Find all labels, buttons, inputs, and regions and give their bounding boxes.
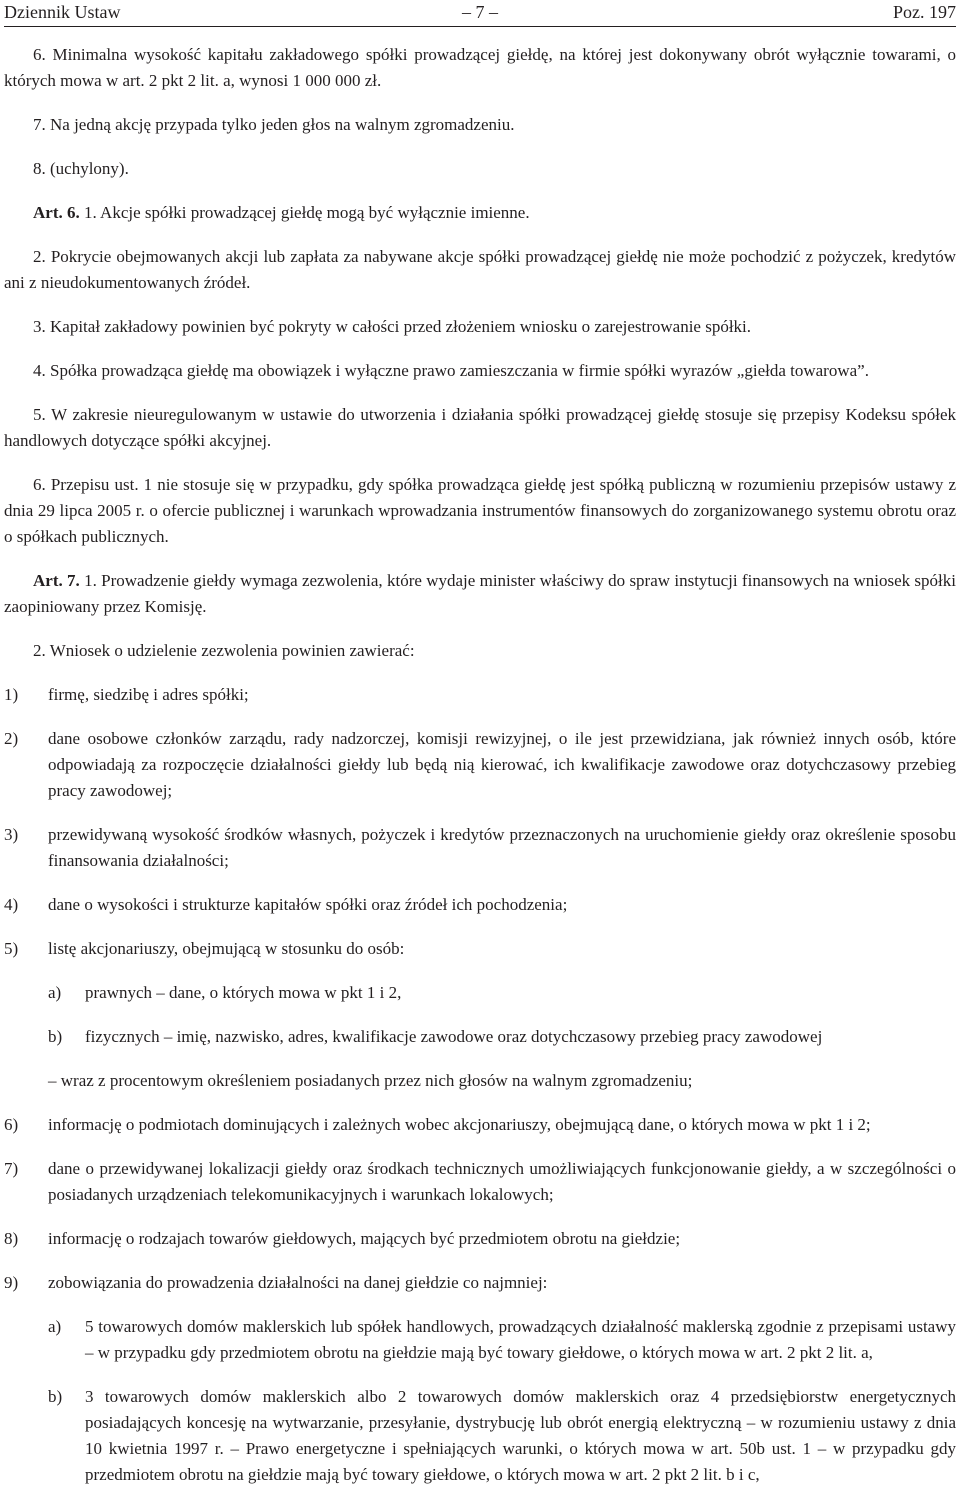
sub-list-item-text: 3 towarowych domów maklerskich albo 2 towarowych domów maklerskich oraz 4 przedsiębiorstw energetycznych posiadających koncesję na wytwarzanie, przesyłanie, dystrybucję lub obrót energią elektryczną – w rozumieniu ustawy z dnia 10 kwietnia 1997 r. – Prawo energetyczne i spełniających warunki, o których mowa w art. 50b ust. 1 – w przypadku gdy przedmiotem obrotu na giełdzie mają być towary giełdowe, o których mowa w art. 2 pkt 2 lit. b i c, xyxy=(85,1387,956,1484)
list-item-number: 4) xyxy=(4,895,19,914)
list-item-text: zobowiązania do prowadzenia działalności na danej giełdzie co najmniej: xyxy=(48,1273,548,1292)
article-6-paragraph-1-text: 1. Akcje spółki prowadzącej giełdę mogą być wyłącznie imienne. xyxy=(79,203,530,222)
page-header xyxy=(4,0,956,27)
sub-list-item xyxy=(4,1024,956,1050)
list-item-text: dane o przewidywanej lokalizacji giełdy oraz środkach technicznych umożliwiających funkcjonowanie giełdy, a w szczególności o posiadanych urządzeniach telekomunikacyjnych i warunkach lokalowych; xyxy=(48,1159,956,1204)
list-item xyxy=(4,892,956,918)
article-7-paragraph-1-text: 1. Prowadzenie giełdy wymaga zezwolenia, które wydaje minister właściwy do spraw instytucji finansowych na wniosek spółki zaopiniowany przez Komisję. xyxy=(4,571,956,616)
list-item-number: 6) xyxy=(4,1115,19,1134)
list-item-number: 3) xyxy=(4,825,19,844)
list-item-text: przewidywaną wysokość środków własnych, pożyczek i kredytów przeznaczonych na uruchomienie giełdy oraz określenie sposobu finansowania działalności; xyxy=(48,825,956,870)
list-item xyxy=(4,822,956,874)
article-7-label: Art. 7. xyxy=(33,571,80,590)
list-item xyxy=(4,936,956,962)
article-6-paragraph-6: 6. Przepisu ust. 1 nie stosuje się w przypadku, gdy spółka prowadząca giełdę jest spółką publiczną w rozumieniu przepisów ustawy z dnia 29 lipca 2005 r. o ofercie publicznej i warunkach wprowadzania instrumentów finansowych do zorganizowanego systemu obrotu oraz o spółkach publicznych. xyxy=(4,475,956,546)
list-item-text: informację o podmiotach dominujących i zależnych wobec akcjonariuszy, obejmującą dane, o których mowa w pkt 1 i 2; xyxy=(48,1115,871,1134)
article-6-paragraph-2: 2. Pokrycie obejmowanych akcji lub zapłata za nabywane akcje spółki prowadzącej giełdę nie może pochodzić z pożyczek, kredytów ani z nieudokumentowanych źródeł. xyxy=(4,247,956,292)
list-item-number: 2) xyxy=(4,729,19,748)
article-6-paragraph-5: 5. W zakresie nieuregulowanym w ustawie do utworzenia i działania spółki prowadzącej giełdę stosuje się przepisy Kodeksu spółek handlowych dotyczące spółki akcyjnej. xyxy=(4,405,956,450)
position-number: Poz. 197 xyxy=(893,2,956,22)
list-item-number: 1) xyxy=(4,685,19,704)
list-item xyxy=(4,1270,956,1296)
article-6-label: Art. 6. xyxy=(33,203,80,222)
list-item xyxy=(4,1112,956,1138)
page-number: – 7 – xyxy=(462,2,498,22)
list-item-number: 8) xyxy=(4,1229,19,1248)
paragraph-6: 6. Minimalna wysokość kapitału zakładowego spółki prowadzącej giełdę, na której jest dokonywany obrót wyłącznie towarami, o których mowa w art. 2 pkt 2 lit. a, wynosi 1 000 000 zł. xyxy=(4,45,956,90)
article-6-paragraph-1 xyxy=(4,200,956,226)
article-7-paragraph-1 xyxy=(4,568,956,620)
article-6-paragraph-3: 3. Kapitał zakładowy powinien być pokryty w całości przed złożeniem wniosku o zarejestrowanie spółki. xyxy=(33,317,752,336)
paragraph-8: 8. (uchylony). xyxy=(33,159,129,178)
article-7-paragraph-2: 2. Wniosek o udzielenie zezwolenia powinien zawierać: xyxy=(33,641,415,660)
journal-title: Dziennik Ustaw xyxy=(4,2,121,22)
sub-list-item-letter: a) xyxy=(48,1317,62,1336)
list-item xyxy=(4,682,956,708)
paragraph-7: 7. Na jedną akcję przypada tylko jeden głos na walnym zgromadzeniu. xyxy=(33,115,515,134)
list-item-text: dane osobowe członków zarządu, rady nadzorczej, komisji rewizyjnej, o ile jest przewidziana, jak również innych osób, które odpowiadają za rozpoczęcie działalności giełdy lub będą nią kierować, ich kwalifikacje zawodowe oraz dotychczasowy przebieg pracy zawodowej; xyxy=(48,729,956,800)
sub-list-item-text: 5 towarowych domów maklerskich lub spółek handlowych, prowadzących działalność maklerską zgodnie z przepisami ustawy – w przypadku gdy przedmiotem obrotu na giełdzie mają być towary giełdowe, o których mowa w art. 2 pkt 2 lit. a, xyxy=(85,1317,956,1362)
list-item xyxy=(4,1226,956,1252)
list-item-text: dane o wysokości i strukturze kapitałów spółki oraz źródeł ich pochodzenia; xyxy=(48,895,568,914)
sub-list-item-letter: a) xyxy=(48,983,62,1002)
list-item-text: firmę, siedzibę i adres spółki; xyxy=(48,685,249,704)
article-6-paragraph-4: 4. Spółka prowadząca giełdę ma obowiązek i wyłączne prawo zamieszczania w firmie spółki wyrazów „giełda towarowa”. xyxy=(33,361,869,380)
list-item-number: 7) xyxy=(4,1159,19,1178)
list-item-number: 9) xyxy=(4,1273,19,1292)
list-item xyxy=(4,726,956,804)
sub-list-item-text: fizycznych – imię, nazwisko, adres, kwalifikacje zawodowe oraz dotychczasowy przebieg pracy zawodowej xyxy=(85,1027,823,1046)
list-item-text: listę akcjonariuszy, obejmującą w stosunku do osób: xyxy=(48,939,405,958)
list-item xyxy=(4,1156,956,1208)
sub-list-item-letter: b) xyxy=(48,1387,63,1406)
list-item-number: 5) xyxy=(4,939,19,958)
list-item-text: informację o rodzajach towarów giełdowych, mających być przedmiotem obrotu na giełdzie; xyxy=(48,1229,681,1248)
document-body xyxy=(4,42,956,1488)
sub-list-item xyxy=(4,980,956,1006)
sub-list-item-text: prawnych – dane, o których mowa w pkt 1 i 2, xyxy=(85,983,402,1002)
sub-list-item xyxy=(4,1384,956,1488)
list-item-tail: – wraz z procentowym określeniem posiadanych przez nich głosów na walnym zgromadzeniu; xyxy=(48,1071,693,1090)
sub-list-item-letter: b) xyxy=(48,1027,63,1046)
sub-list-item xyxy=(4,1314,956,1366)
